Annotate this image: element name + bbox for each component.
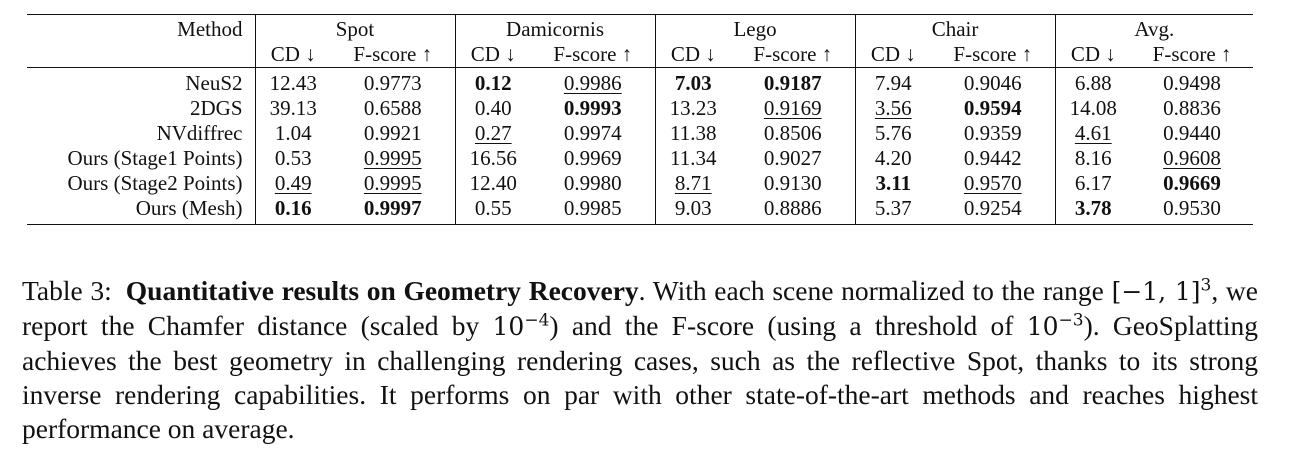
caption-label: Table 3: (22, 275, 112, 306)
scene-header-chair: Chair (855, 15, 1055, 43)
table-row (27, 196, 1253, 225)
fscore-value: 0.9130 (763, 171, 822, 195)
metric-header-fscore: F-score ↑ (553, 42, 633, 66)
cd-value: 3.78 (1055, 196, 1131, 225)
fscore-value: 0.9046 (931, 68, 1055, 97)
caption-threshold: $10^{-3}$ (1026, 310, 1084, 341)
fscore-value: 0.9969 (563, 146, 622, 170)
fscore-value: 0.8886 (731, 196, 855, 225)
cd-value: 14.08 (1055, 96, 1131, 121)
caption-range-math: [−1, 1]$^3$ (1111, 275, 1212, 306)
fscore-value: 0.9169 (763, 96, 822, 120)
fscore-value: 0.9594 (963, 96, 1022, 120)
caption-text-4: ). GeoSplatting achieves the best geometry in challenging rendering cases, such as the reflective Spot, thanks to its strong inverse rendering capabilities. It performs on par with other state-of-the-art methods and reaches highest performance on average. (22, 310, 1258, 444)
cd-value: 0.40 (455, 96, 531, 121)
fscore-value: 0.9498 (1131, 68, 1253, 97)
metric-header-fscore: F-score ↑ (953, 42, 1033, 66)
metric-header-cd: CD ↓ (855, 42, 931, 68)
cd-value: 0.55 (455, 196, 531, 225)
method-name: 2DGS (189, 96, 243, 120)
caption-text-3: ) and the F-score (using a threshold of (549, 310, 1027, 341)
cd-value: 39.13 (255, 96, 331, 121)
fscore-value: 0.9995 (363, 171, 422, 195)
method-header: Method (27, 15, 255, 43)
fscore-value: 0.9980 (563, 171, 622, 195)
cd-value: 8.16 (1055, 146, 1131, 171)
cd-value: 0.12 (455, 68, 531, 97)
cd-value: 0.53 (255, 146, 331, 171)
cd-value: 0.27 (455, 121, 531, 146)
cd-value: 5.76 (855, 121, 931, 146)
metric-header-cd: CD ↓ (455, 42, 531, 68)
cd-value: 12.43 (255, 68, 331, 97)
fscore-value: 0.9986 (531, 68, 655, 97)
scene-header-damicornis: Damicornis (455, 15, 655, 43)
fscore-value: 0.9997 (331, 196, 455, 225)
cd-value: 0.16 (255, 196, 331, 225)
caption-title: Quantitative results on Geometry Recovery (125, 275, 639, 306)
metric-header-cd: CD ↓ (1055, 42, 1131, 68)
fscore-value: 0.9442 (963, 146, 1022, 170)
metric-header-fscore: F-score ↑ (1152, 42, 1232, 66)
cd-value: 12.40 (455, 171, 531, 196)
fscore-value: 0.9570 (963, 171, 1022, 195)
cd-value: 8.71 (655, 171, 731, 196)
fscore-value: 0.6588 (363, 96, 422, 120)
scene-header-avg: Avg. (1055, 15, 1253, 43)
table-row (27, 68, 1253, 97)
method-name: Ours (Stage1 Points) (67, 146, 243, 170)
fscore-value: 0.9974 (563, 121, 622, 145)
scene-header-lego: Lego (655, 15, 855, 43)
table-caption (22, 274, 1258, 446)
metric-header-cd: CD ↓ (255, 42, 331, 68)
fscore-value: 0.8506 (763, 121, 822, 145)
metric-header-fscore: F-score ↑ (753, 42, 833, 66)
cd-value: 6.17 (1055, 171, 1131, 196)
cd-value: 0.49 (255, 171, 331, 196)
table-row (27, 96, 1253, 121)
fscore-value: 0.9773 (331, 68, 455, 97)
cd-value: 6.88 (1055, 68, 1131, 97)
results-table-container (27, 14, 1253, 225)
results-table (27, 14, 1253, 225)
fscore-value: 0.9993 (563, 96, 622, 120)
fscore-value: 0.9985 (531, 196, 655, 225)
scene-header-spot: Spot (255, 15, 455, 43)
table-row (27, 171, 1253, 196)
method-name: NVdiffrec (156, 121, 243, 145)
metric-header-cd: CD ↓ (655, 42, 731, 68)
table-row (27, 121, 1253, 146)
cd-value: 3.11 (855, 171, 931, 196)
fscore-value: 0.9608 (1163, 146, 1221, 170)
fscore-value: 0.9254 (931, 196, 1055, 225)
scene-header-row (27, 15, 1253, 43)
cd-value: 11.34 (655, 146, 731, 171)
fscore-value: 0.9359 (963, 121, 1022, 145)
cd-value: 3.56 (855, 96, 931, 121)
cd-value: 16.56 (455, 146, 531, 171)
cd-value: 7.94 (855, 68, 931, 97)
fscore-value: 0.9440 (1163, 121, 1221, 145)
fscore-value: 0.9921 (363, 121, 422, 145)
caption-text-2: , we report the Chamfer distance (scaled by (22, 275, 1258, 341)
fscore-value: 0.9995 (363, 146, 422, 170)
cd-value: 9.03 (655, 196, 731, 225)
cd-value: 11.38 (655, 121, 731, 146)
method-name: Ours (Stage2 Points) (67, 171, 243, 195)
fscore-value: 0.9187 (731, 68, 855, 97)
metric-header-fscore: F-score ↑ (353, 42, 433, 66)
fscore-value: 0.8836 (1163, 96, 1221, 120)
cd-value: 4.20 (855, 146, 931, 171)
fscore-value: 0.9669 (1163, 171, 1221, 195)
cd-value: 4.61 (1055, 121, 1131, 146)
caption-text-1: . With each scene normalized to the range (638, 275, 1112, 306)
caption-cd-scale: $10^{-4}$ (492, 310, 550, 341)
metric-header-row (27, 42, 1253, 68)
method-name: Ours (Mesh) (27, 196, 255, 225)
cd-value: 7.03 (655, 68, 731, 97)
cd-value: 13.23 (655, 96, 731, 121)
fscore-value: 0.9027 (763, 146, 822, 170)
table-row (27, 146, 1253, 171)
cd-value: 5.37 (855, 196, 931, 225)
method-name: NeuS2 (27, 68, 255, 97)
fscore-value: 0.9530 (1131, 196, 1253, 225)
cd-value: 1.04 (255, 121, 331, 146)
